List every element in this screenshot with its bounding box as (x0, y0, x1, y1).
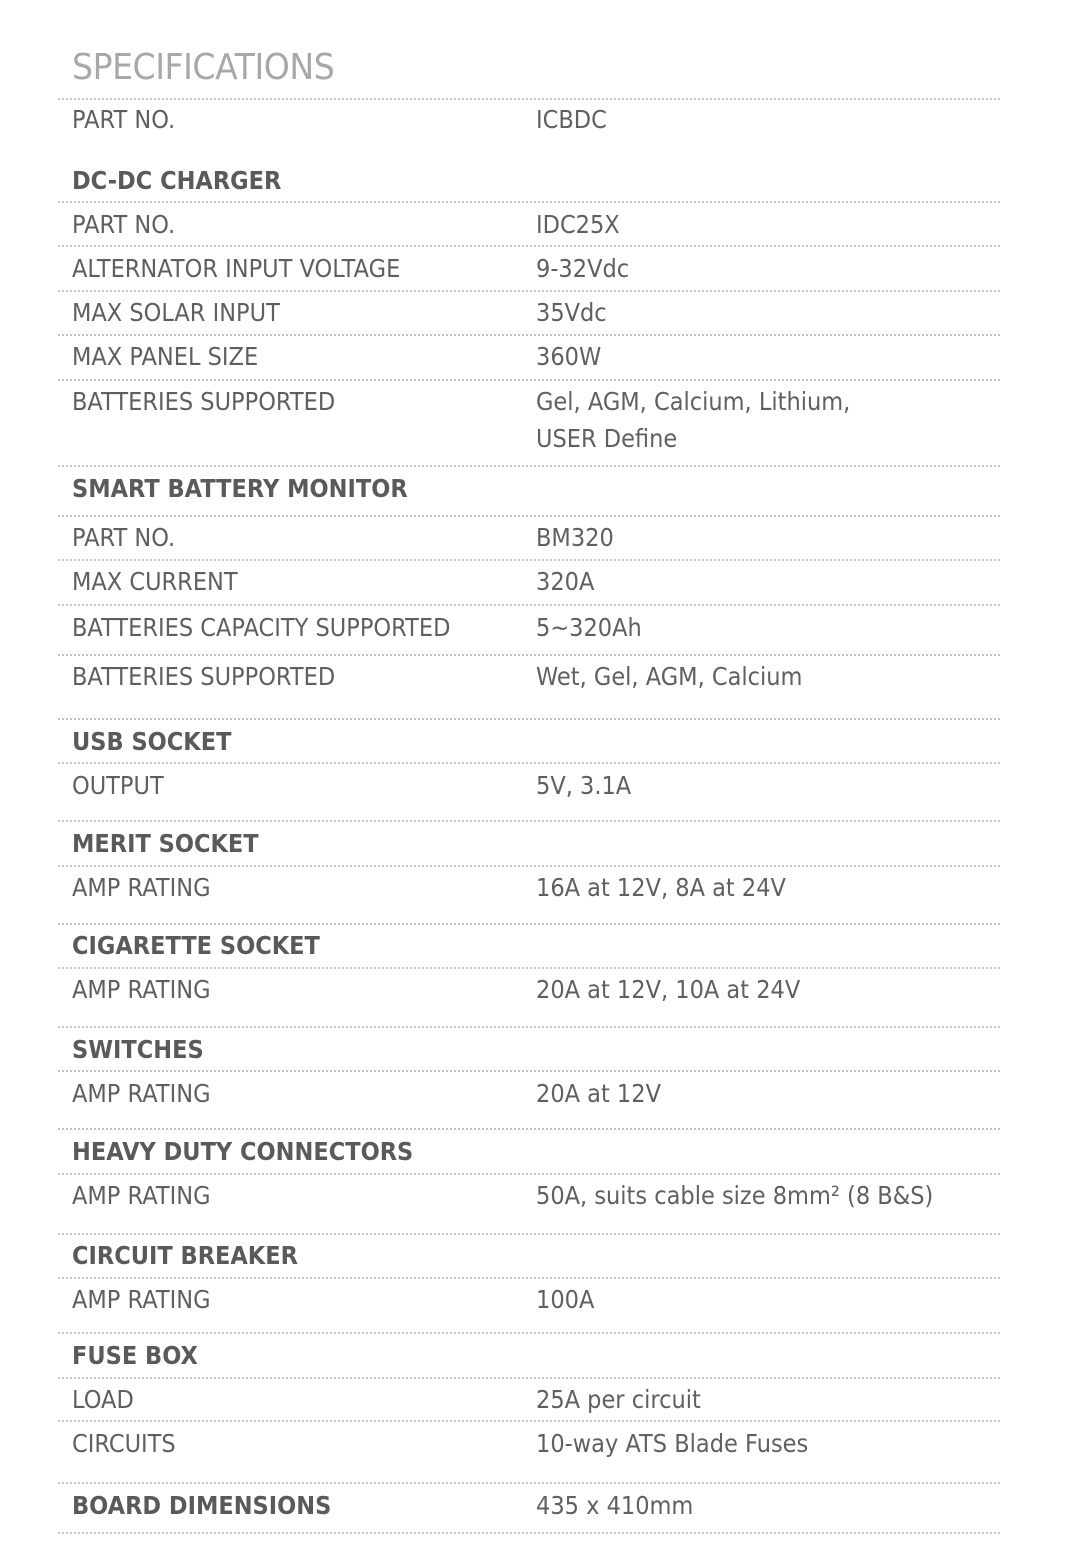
spec-label: BOARD DIMENSIONS (72, 1491, 332, 1520)
dotted-divider (58, 1233, 1000, 1235)
spec-value: 9-32Vdc (536, 254, 630, 283)
dotted-divider (58, 923, 1000, 925)
section-heading: SMART BATTERY MONITOR (72, 474, 408, 503)
dotted-divider (58, 654, 1000, 656)
spec-label: PART NO. (72, 210, 176, 239)
dotted-divider (58, 1482, 1000, 1484)
spec-label: BATTERIES CAPACITY SUPPORTED (72, 613, 451, 642)
spec-value: Wet, Gel, AGM, Calcium (536, 662, 803, 691)
dotted-divider (58, 1532, 1000, 1534)
spec-value: 25A per circuit (536, 1385, 701, 1414)
spec-value: 20A at 12V (536, 1079, 661, 1108)
dotted-divider (58, 1026, 1000, 1028)
dotted-divider (58, 201, 1000, 203)
spec-value: 16A at 12V, 8A at 24V (536, 873, 786, 902)
section-heading: SWITCHES (72, 1035, 204, 1064)
page-title: SPECIFICATIONS (72, 47, 335, 88)
spec-value: 20A at 12V, 10A at 24V (536, 975, 801, 1004)
dotted-divider (58, 465, 1000, 467)
spec-value: 320A (536, 567, 595, 596)
section-heading: CIGARETTE SOCKET (72, 931, 320, 960)
section-heading: FUSE BOX (72, 1341, 198, 1370)
dotted-divider (58, 1173, 1000, 1175)
spec-label: MAX SOLAR INPUT (72, 298, 280, 327)
dotted-divider (58, 1332, 1000, 1334)
spec-label: MAX CURRENT (72, 567, 238, 596)
spec-value: 5~320Ah (536, 613, 642, 642)
spec-value: 435 x 410mm (536, 1491, 694, 1520)
spec-label: ALTERNATOR INPUT VOLTAGE (72, 254, 401, 283)
dotted-divider (58, 967, 1000, 969)
dotted-divider (58, 1377, 1000, 1379)
dotted-divider (58, 718, 1000, 720)
section-heading: DC-DC CHARGER (72, 166, 282, 195)
spec-label: BATTERIES SUPPORTED (72, 662, 336, 691)
spec-value: 5V, 3.1A (536, 771, 632, 800)
dotted-divider (58, 515, 1000, 517)
dotted-divider (58, 604, 1000, 606)
spec-label: AMP RATING (72, 873, 211, 902)
dotted-divider (58, 379, 1000, 381)
spec-value: 10-way ATS Blade Fuses (536, 1429, 809, 1458)
dotted-divider (58, 1128, 1000, 1130)
dotted-divider (58, 245, 1000, 247)
section-heading: USB SOCKET (72, 727, 232, 756)
spec-label: BATTERIES SUPPORTED (72, 387, 336, 416)
spec-value: 100A (536, 1285, 595, 1314)
dotted-divider (58, 865, 1000, 867)
section-heading: CIRCUIT BREAKER (72, 1241, 298, 1270)
section-heading: MERIT SOCKET (72, 829, 259, 858)
spec-label: AMP RATING (72, 975, 211, 1004)
spec-value: ICBDC (536, 105, 607, 134)
spec-value: IDC25X (536, 210, 620, 239)
spec-label: PART NO. (72, 523, 176, 552)
dotted-divider (58, 820, 1000, 822)
spec-label: CIRCUITS (72, 1429, 176, 1458)
dotted-divider (58, 762, 1000, 764)
dotted-divider (58, 98, 1000, 100)
spec-label: AMP RATING (72, 1079, 211, 1108)
spec-label: MAX PANEL SIZE (72, 342, 259, 371)
spec-value: 360W (536, 342, 602, 371)
dotted-divider (58, 290, 1000, 292)
spec-value: 35Vdc (536, 298, 607, 327)
spec-value: 50A, suits cable size 8mm² (8 B&S) (536, 1181, 934, 1210)
spec-label: PART NO. (72, 105, 176, 134)
spec-label: OUTPUT (72, 771, 164, 800)
dotted-divider (58, 1420, 1000, 1422)
spec-label: LOAD (72, 1385, 134, 1414)
spec-value: Gel, AGM, Calcium, Lithium, (536, 387, 851, 416)
dotted-divider (58, 334, 1000, 336)
section-heading: HEAVY DUTY CONNECTORS (72, 1137, 414, 1166)
dotted-divider (58, 1070, 1000, 1072)
spec-label: AMP RATING (72, 1285, 211, 1314)
dotted-divider (58, 1277, 1000, 1279)
spec-value-continued: USER Define (536, 424, 678, 453)
spec-value: BM320 (536, 523, 614, 552)
dotted-divider (58, 559, 1000, 561)
spec-label: AMP RATING (72, 1181, 211, 1210)
